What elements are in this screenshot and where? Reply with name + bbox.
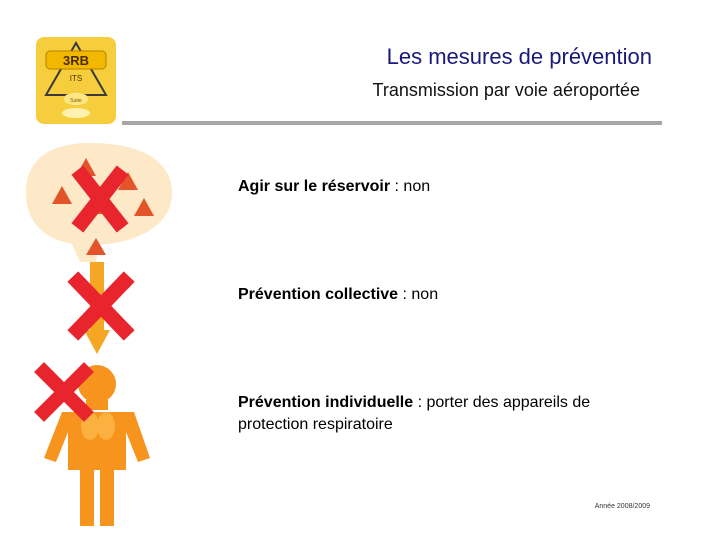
prevention-item-individual — [238, 392, 658, 436]
page-subtitle: Transmission par voie aéroportée — [372, 80, 640, 100]
cross-icon-individual — [44, 372, 84, 412]
item-value: : non — [390, 178, 431, 195]
item-value: : non — [398, 286, 439, 303]
item-label: Prévention individuelle — [238, 394, 414, 411]
prevention-item-collective — [238, 284, 658, 306]
prevention-item-reservoir — [238, 176, 658, 198]
illustration — [0, 0, 180, 540]
item-label: Prévention collective — [238, 286, 399, 303]
footer-year: Année 2008/2009 — [594, 503, 650, 510]
item-label: Agir sur le réservoir — [238, 178, 391, 195]
page-title: Les mesures de prévention — [386, 44, 652, 69]
item-value: : porter des appareils de protection respiratoire — [238, 394, 591, 433]
svg-text:3RB: 3RB — [62, 53, 90, 68]
svg-text:Suite: Suite — [70, 98, 82, 104]
svg-text:ITS: ITS — [69, 74, 83, 83]
header-divider — [122, 121, 662, 125]
